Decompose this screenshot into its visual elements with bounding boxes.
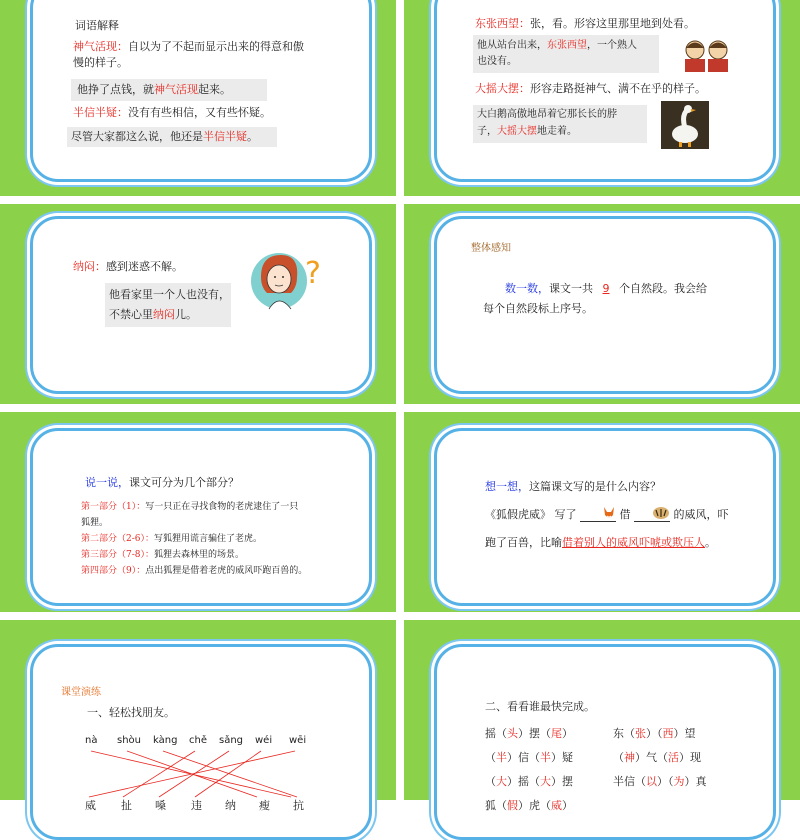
idiom-char: ） (551, 751, 562, 764)
idiom-char: （ (496, 799, 507, 812)
tiger-blank (634, 509, 670, 522)
example-banxin: 尽管大家都这么说，他还是半信半疑。 (71, 130, 258, 143)
example-dayao-b: 子，大摇大摆地走着。 (477, 126, 577, 137)
slide-8[interactable] (404, 620, 800, 812)
idiom-char: 神 (624, 751, 635, 764)
idiom-char: ） (657, 775, 668, 788)
idiom-char: （ (540, 799, 551, 812)
idiom-row (485, 749, 573, 765)
idiom-row (613, 749, 701, 765)
idiom-char: 真 (695, 775, 707, 788)
char-5: 瘦 (259, 799, 270, 812)
idiom-char: ） (507, 775, 518, 788)
pinyin-0: nà (85, 735, 98, 746)
summary-line-2: 跑了百兽，比喻借着别人的威风吓唬或欺压人。 (485, 536, 716, 549)
idiom-char: （ (657, 727, 663, 740)
idiom-char: 尾 (551, 727, 562, 740)
slide-7-task: 一、轻松找朋友。 (87, 706, 175, 719)
summary-answer: 借着别人的威风吓唬或欺压人 (562, 536, 705, 549)
idiom-char: 信 (624, 775, 635, 788)
idiom-char: 西 (662, 727, 674, 740)
slide-1-heading: 词语解释 (75, 19, 119, 32)
term-banxin: 半信半疑： (73, 106, 128, 119)
term-shenqi: 神气活现： (73, 40, 128, 53)
slide-1-card (30, 0, 372, 182)
idiom-char: ） (562, 727, 573, 740)
pinyin-6: wēi (289, 735, 307, 746)
slide-7-heading: 课堂演练 (61, 687, 101, 698)
example-shenqi: 他挣了点钱，就神气活现起来。 (77, 83, 231, 96)
char-2: 嗓 (155, 799, 166, 812)
slide-4-heading: 整体感知 (471, 243, 511, 254)
slide-2-term2 (475, 81, 706, 97)
idiom-row (485, 773, 573, 789)
def-dayao: 形容走路挺神气、满不在乎的样子。 (530, 82, 706, 95)
idiom-char: ） (635, 751, 646, 764)
example-dongzhang-a: 他从站台出来，东张西望，一个熟人 (477, 40, 637, 51)
slide-6-card (434, 428, 776, 606)
pinyin-3: chě (189, 735, 207, 746)
pinyin-2: kàng (153, 735, 178, 746)
slide-4-card (434, 216, 776, 394)
slide-1[interactable] (0, 0, 396, 196)
tiger-icon (652, 503, 670, 521)
idiom-char: 张 (635, 727, 646, 740)
idiom-char: ） (551, 775, 562, 788)
idiom-char: 以 (646, 775, 657, 788)
char-0: 威 (85, 799, 96, 812)
thinking-girl-illustration (247, 241, 327, 313)
char-3: 违 (191, 799, 202, 812)
goose-photo (661, 101, 709, 149)
idiom-char: 东 (613, 727, 624, 740)
idiom-char: 大 (540, 775, 551, 788)
idiom-char: 活 (668, 751, 679, 764)
idiom-char: （ (624, 727, 635, 740)
char-4: 纳 (225, 799, 236, 812)
idiom-char: 头 (507, 727, 518, 740)
slide-8-card (434, 644, 776, 840)
fox-blank (580, 509, 616, 522)
idiom-char: （ (657, 751, 668, 764)
count-line-2: 每个自然段标上序号。 (483, 302, 593, 315)
idiom-char: ） (507, 751, 518, 764)
idiom-char: ） (684, 775, 696, 788)
idiom-row (485, 725, 573, 741)
idiom-char: （ (496, 727, 507, 740)
idiom-char: 威 (551, 799, 562, 812)
slide-2[interactable] (404, 0, 800, 196)
part-2: 第二部分（2-6）：写狐狸用谎言骗住了老虎。 (81, 534, 263, 544)
idiom-char: 望 (684, 727, 696, 740)
slide-4[interactable] (404, 204, 800, 404)
slide-5[interactable] (0, 412, 396, 612)
idiom-char: 半 (540, 751, 551, 764)
def-namen: 感到迷惑不解。 (106, 260, 183, 273)
term-dongzhang: 东张西望： (475, 17, 530, 30)
def-banxin: 没有有些相信，又有些怀疑。 (128, 106, 271, 119)
part-1: 第一部分（1）：写一只正在寻找食物的老虎逮住了一只 (81, 502, 299, 512)
slide-5-card (30, 428, 372, 606)
idiom-char: （ (613, 751, 624, 764)
char-6: 抗 (293, 799, 304, 812)
slide-3-card (30, 216, 372, 394)
idiom-char: ） (646, 727, 657, 740)
idiom-char: 摇 (518, 775, 529, 788)
part-1-cont: 狐狸。 (81, 518, 109, 528)
summary-line-1: 《狐假虎威》 写了 借 的威风，吓 (485, 507, 729, 523)
kids-reading-illustration (681, 35, 733, 73)
slide-5-question: 说一说，课文可分为几个部分？ (85, 476, 239, 489)
paragraph-count-answer: 9 (602, 282, 610, 295)
example-namen-b: 不禁心里纳闷儿。 (109, 308, 197, 321)
idiom-char: （ (485, 751, 496, 764)
idiom-char: （ (668, 775, 674, 788)
term-dayao: 大摇大摆： (475, 82, 530, 95)
idiom-char: （ (540, 727, 551, 740)
part-3: 第三部分（7-8）：狐狸去森林里的场景。 (81, 550, 245, 560)
def-shenqi: 自以为了不起而显示出来的得意和傲 (128, 40, 304, 53)
idiom-char: 半 (613, 775, 624, 788)
slide-7-card (30, 644, 372, 840)
idiom-char: ） (518, 799, 529, 812)
def-shenqi-line2: 慢的样子。 (73, 56, 128, 69)
idiom-char: （ (529, 751, 540, 764)
fox-icon (602, 505, 616, 521)
idiom-char: （ (529, 775, 540, 788)
slide-1-term2 (73, 105, 271, 121)
idiom-char: 半 (496, 751, 507, 764)
slide-3-term (73, 259, 183, 275)
pinyin-4: sǎng (219, 735, 244, 746)
slide-3[interactable] (0, 204, 396, 404)
idiom-char: ） (679, 751, 690, 764)
idiom-char: （ (485, 775, 496, 788)
term-namen: 纳闷： (73, 260, 106, 273)
idiom-char: 摇 (485, 727, 496, 740)
idiom-char: ） (673, 727, 685, 740)
idiom-char: 为 (673, 775, 685, 788)
idiom-row (485, 797, 573, 813)
pinyin-5: wéi (255, 735, 273, 746)
slide-2-card (434, 0, 776, 182)
slide-1-term1 (73, 39, 304, 55)
idiom-char: 现 (690, 751, 701, 764)
pinyin-1: shòu (117, 735, 142, 746)
example-namen-a: 他看家里一个人也没有， (109, 288, 230, 301)
idiom-row (613, 773, 707, 789)
idiom-char: 假 (507, 799, 518, 812)
idiom-char: 摆 (529, 727, 540, 740)
slide-7[interactable] (0, 620, 396, 812)
idiom-char: 大 (496, 775, 507, 788)
count-line-1: 数一数，课文一共 9 个自然段。我会给 (505, 282, 707, 295)
idiom-char: 虎 (529, 799, 540, 812)
idiom-char: 疑 (562, 751, 573, 764)
idiom-char: 信 (518, 751, 529, 764)
def-dongzhang: 张，看。形容这里那里地到处看。 (530, 17, 695, 30)
part-4: 第四部分（9）：点出狐狸是借着老虎的威风吓跑百兽的。 (81, 566, 308, 576)
idiom-char: 摆 (562, 775, 573, 788)
example-dayao-a: 大白鹅高傲地昂着它那长长的脖 (477, 109, 617, 120)
char-1: 扯 (121, 799, 132, 812)
idiom-char: （ (635, 775, 646, 788)
idiom-char: ） (518, 727, 529, 740)
idiom-char: 狐 (485, 799, 496, 812)
idiom-row (613, 725, 696, 741)
slide-6[interactable] (404, 412, 800, 612)
svg-text:?: ? (305, 256, 321, 291)
idiom-char: ） (562, 799, 573, 812)
example-dongzhang-b: 也没有。 (477, 56, 517, 67)
slide-2-term1 (475, 16, 695, 32)
idiom-char: 气 (646, 751, 657, 764)
slide-8-task: 二、看看谁最快完成。 (485, 700, 595, 713)
slide-6-question: 想一想，这篇课文写的是什么内容？ (485, 480, 661, 493)
